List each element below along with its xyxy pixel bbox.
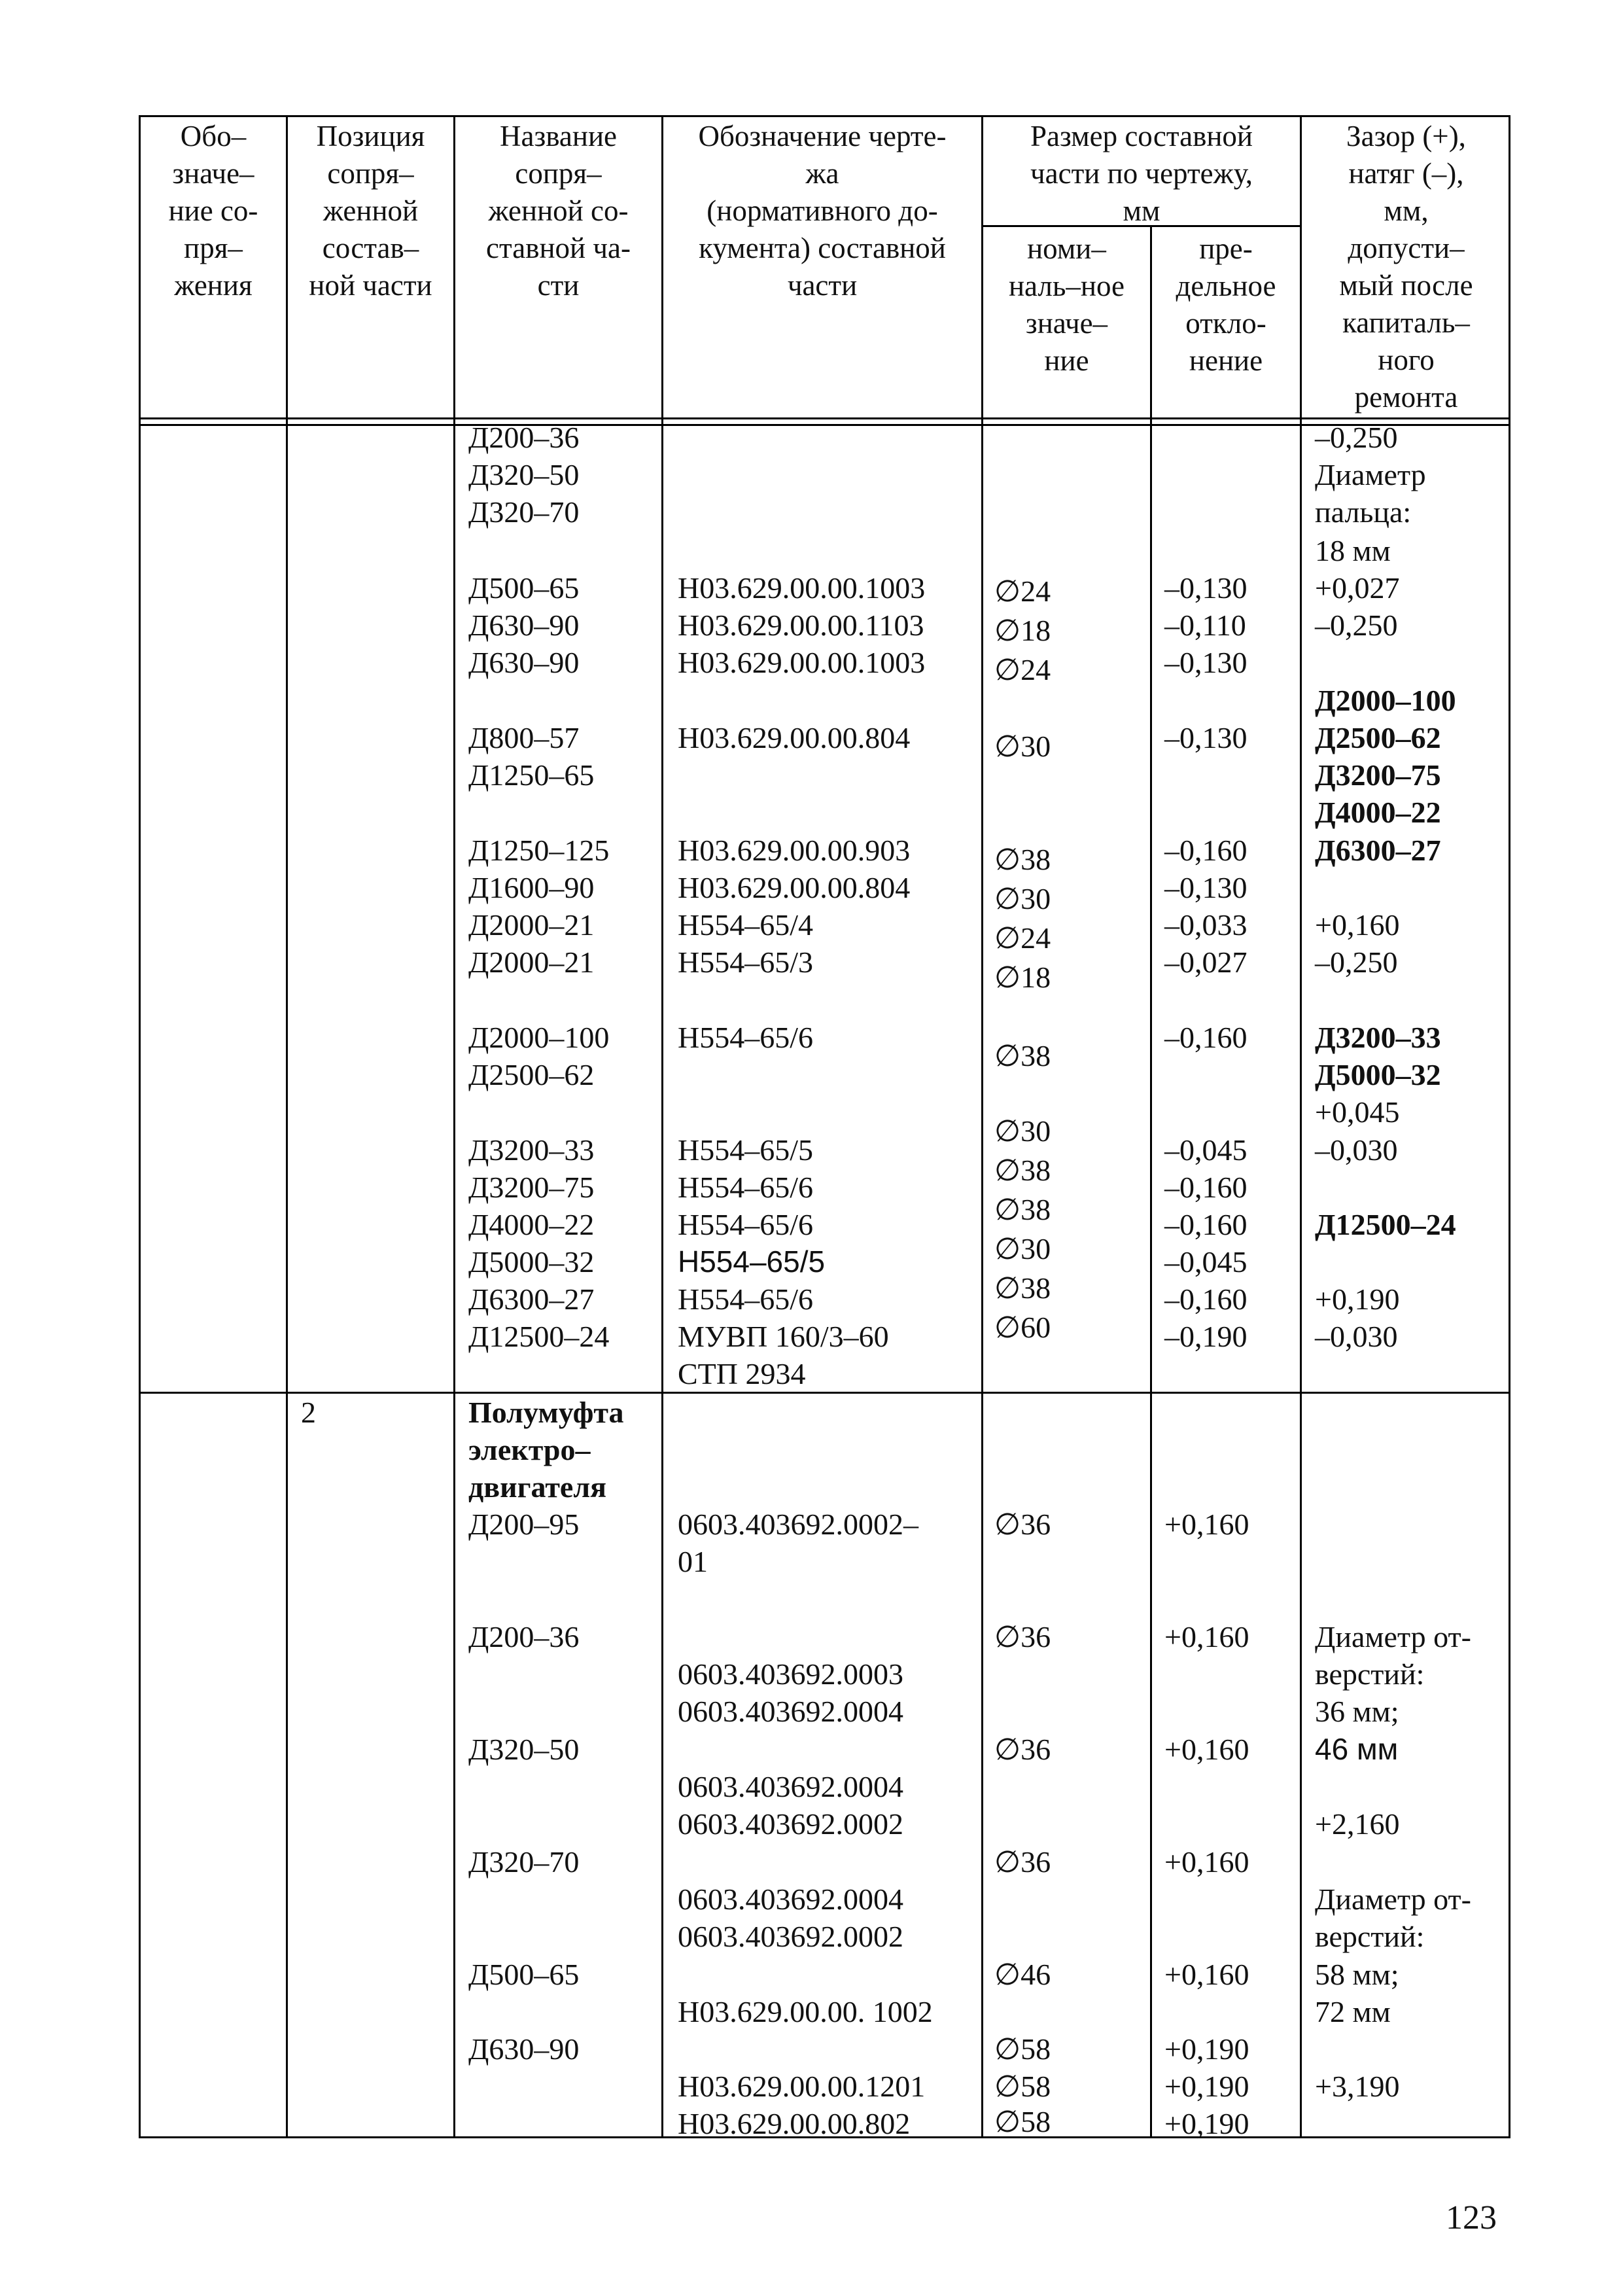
clearance-value: 72 мм: [1315, 1995, 1391, 2028]
drawing-designation: Н03.629.00.00.804: [678, 721, 911, 754]
clearance-group-label: Д2000–100: [1315, 684, 1456, 717]
part-name: Д1250–65: [468, 758, 595, 792]
clearance-value: –0,250: [1315, 421, 1398, 454]
part-name: Д800–57: [468, 721, 580, 754]
drawing-designation: Н03.629.00.00.802: [678, 2107, 911, 2140]
clearance-value: 46 мм: [1315, 1732, 1399, 1766]
limit-deviation: –0,190: [1164, 1320, 1248, 1353]
header-designation: Обо– значе– ние со- пря– жения: [168, 120, 258, 302]
drawing-designation: Н554–65/4: [678, 908, 813, 942]
limit-deviation: –0,160: [1164, 834, 1248, 867]
nominal-size: ∅36: [994, 1845, 1051, 1879]
clearance-value: 18 мм: [1315, 534, 1391, 567]
clearance-value: 36 мм;: [1315, 1695, 1399, 1728]
nominal-size: ∅24: [994, 574, 1051, 608]
clearance-value: –0,250: [1315, 945, 1398, 979]
limit-deviation: +0,160: [1164, 1733, 1249, 1766]
nominal-size: ∅38: [994, 1193, 1051, 1226]
limit-deviation: +0,190: [1164, 2070, 1249, 2103]
nominal-size: ∅36: [994, 1733, 1051, 1766]
part-name: Д500–65: [468, 1958, 580, 1991]
nominal-size: ∅46: [994, 1958, 1051, 1991]
nominal-size: ∅36: [994, 1508, 1051, 1541]
drawing-designation: 01: [678, 1545, 708, 1578]
nominal-size: ∅38: [994, 843, 1051, 876]
limit-deviation: +0,160: [1164, 1620, 1249, 1653]
drawing-designation: Н03.629.00.00. 1002: [678, 1995, 933, 2028]
header-bottom-rule: [139, 417, 1510, 419]
drawing-designation: Н03.629.00.00.1201: [678, 2070, 926, 2103]
header-nominal: номи– наль–ное значе– ние: [1008, 232, 1125, 377]
nominal-size: ∅30: [994, 730, 1051, 763]
header-deviation: пре- дельное откло- нение: [1176, 232, 1276, 377]
nominal-size: ∅30: [994, 1232, 1051, 1265]
drawing-designation: МУВП 160/3–60: [678, 1320, 889, 1353]
drawing-designation: 0603.403692.0004: [678, 1882, 903, 1916]
nominal-size: ∅36: [994, 1620, 1051, 1653]
clearance-value: Диаметр: [1315, 458, 1426, 491]
clearance-value: +2,160: [1315, 1807, 1400, 1841]
clearance-value: +0,190: [1315, 1282, 1400, 1316]
clearance-group-label: Д3200–33: [1315, 1021, 1441, 1054]
part-name: Д4000–22: [468, 1208, 595, 1241]
drawing-designation: Н554–65/6: [678, 1282, 813, 1316]
clearance-value: +0,027: [1315, 571, 1400, 605]
clearance-value: Диаметр от-: [1315, 1882, 1471, 1916]
part-name: Д3200–33: [468, 1133, 595, 1167]
limit-deviation: –0,033: [1164, 908, 1248, 942]
nominal-size: ∅38: [994, 1039, 1051, 1072]
header-drawing-designation: Обозначение черте- жа (нормативного до- кумента) составной части: [698, 120, 947, 302]
nominal-size: ∅58: [994, 2032, 1051, 2066]
part-name: Д1600–90: [468, 871, 595, 904]
clearance-value: Диаметр от-: [1315, 1620, 1471, 1653]
clearance-group-label: Д4000–22: [1315, 796, 1441, 829]
part-name: Д1250–125: [468, 834, 610, 867]
limit-deviation: –0,160: [1164, 1208, 1248, 1241]
clearance-value: +0,045: [1315, 1095, 1400, 1129]
nominal-size: ∅24: [994, 921, 1051, 955]
drawing-designation: Н03.629.00.00.1003: [678, 646, 926, 679]
nominal-size: ∅18: [994, 614, 1051, 647]
part-name: Д2500–62: [468, 1058, 595, 1091]
clearance-value: –0,030: [1315, 1320, 1398, 1353]
part-title: двигателя: [468, 1470, 607, 1504]
limit-deviation: +0,190: [1164, 2107, 1249, 2140]
part-name: Д2000–21: [468, 908, 595, 942]
part-name: Д200–36: [468, 421, 580, 454]
drawing-designation: Н03.629.00.00.1003: [678, 571, 926, 605]
drawing-designation: Н554–65/6: [678, 1171, 813, 1204]
limit-deviation: –0,130: [1164, 871, 1248, 904]
nominal-size: ∅38: [994, 1271, 1051, 1305]
drawing-designation: Н03.629.00.00.1103: [678, 609, 924, 642]
limit-deviation: +0,160: [1164, 1958, 1249, 1991]
nominal-size: ∅30: [994, 1114, 1051, 1148]
limit-deviation: –0,130: [1164, 571, 1248, 605]
limit-deviation: –0,045: [1164, 1133, 1248, 1167]
drawing-designation: 0603.403692.0003: [678, 1657, 903, 1691]
column-divider: [1150, 225, 1152, 2138]
limit-deviation: –0,045: [1164, 1245, 1248, 1279]
limit-deviation: –0,130: [1164, 721, 1248, 754]
part-name: Д12500–24: [468, 1320, 610, 1353]
part-name: Д320–50: [468, 1733, 580, 1766]
part-name: Д5000–32: [468, 1245, 595, 1279]
part-name: Д6300–27: [468, 1282, 595, 1316]
part-name: Д2000–100: [468, 1021, 610, 1054]
drawing-designation: 0603.403692.0002–: [678, 1508, 918, 1541]
nominal-size: ∅38: [994, 1154, 1051, 1187]
part-name: Д630–90: [468, 609, 580, 642]
part-name: Д320–70: [468, 495, 580, 529]
nominal-size: ∅18: [994, 961, 1051, 994]
clearance-value: верстий:: [1315, 1657, 1425, 1691]
clearance-group-label: Д3200–75: [1315, 758, 1441, 792]
part-name: Д3200–75: [468, 1171, 595, 1204]
drawing-designation: Н03.629.00.00.804: [678, 871, 911, 904]
drawing-designation: 0603.403692.0002: [678, 1807, 903, 1841]
header-position: Позиция сопря– женной состав– ной части: [309, 120, 432, 302]
limit-deviation: –0,110: [1164, 609, 1246, 642]
header-clearance: Зазор (+), натяг (–), мм, допусти– мый после капиталь– ного ремонта: [1339, 120, 1473, 414]
drawing-designation: Н554–65/3: [678, 945, 813, 979]
nominal-size: ∅30: [994, 882, 1051, 915]
limit-deviation: –0,160: [1164, 1282, 1248, 1316]
drawing-designation: Н554–65/6: [678, 1021, 813, 1054]
limit-deviation: –0,027: [1164, 945, 1248, 979]
part-title: электро–: [468, 1433, 591, 1466]
clearance-value: пальца:: [1315, 495, 1412, 529]
clearance-group-label: Д12500–24: [1315, 1208, 1456, 1241]
drawing-designation: Н554–65/5: [678, 1133, 813, 1167]
part-name: Д630–90: [468, 646, 580, 679]
section-divider: [139, 1392, 1510, 1394]
limit-deviation: +0,160: [1164, 1508, 1249, 1541]
clearance-value: +3,190: [1315, 2070, 1400, 2103]
limit-deviation: –0,130: [1164, 646, 1248, 679]
header-bottom-rule: [139, 424, 1510, 426]
nominal-size: ∅24: [994, 653, 1051, 686]
limit-deviation: +0,160: [1164, 1845, 1249, 1879]
clearance-value: верстий:: [1315, 1920, 1425, 1953]
nominal-size: ∅58: [994, 2105, 1051, 2138]
limit-deviation: –0,160: [1164, 1171, 1248, 1204]
header-part-name: Название сопря– женной со- ставной ча- сти: [486, 120, 631, 302]
limit-deviation: +0,190: [1164, 2032, 1249, 2066]
drawing-designation: 0603.403692.0004: [678, 1695, 903, 1728]
clearance-value: –0,250: [1315, 609, 1398, 642]
nominal-size: ∅58: [994, 2070, 1051, 2103]
clearance-group-label: Д6300–27: [1315, 834, 1441, 867]
drawing-designation: Н554–65/5: [678, 1245, 826, 1279]
part-name: Д320–70: [468, 1845, 580, 1879]
part-name: Д200–36: [468, 1620, 580, 1653]
clearance-group-label: Д2500–62: [1315, 721, 1441, 754]
part-name: Д630–90: [468, 2032, 580, 2066]
drawing-designation: СТП 2934: [678, 1357, 806, 1390]
header-size: Размер составной части по чертежу, мм: [1030, 120, 1253, 227]
drawing-designation: 0603.403692.0004: [678, 1770, 903, 1803]
page-number: 123: [1446, 2199, 1497, 2236]
part-name: Д320–50: [468, 458, 580, 491]
clearance-group-label: Д5000–32: [1315, 1058, 1441, 1091]
clearance-value: –0,030: [1315, 1133, 1398, 1167]
drawing-designation: 0603.403692.0002: [678, 1920, 903, 1953]
clearance-value: 58 мм;: [1315, 1958, 1399, 1991]
drawing-designation: Н03.629.00.00.903: [678, 834, 911, 867]
drawing-designation: Н554–65/6: [678, 1208, 813, 1241]
position-number: 2: [301, 1396, 316, 1429]
part-name: Д2000–21: [468, 945, 595, 979]
nominal-size: ∅60: [994, 1311, 1051, 1344]
part-name: Д200–95: [468, 1508, 580, 1541]
part-title: Полумуфта: [468, 1396, 624, 1429]
clearance-value: +0,160: [1315, 908, 1400, 942]
limit-deviation: –0,160: [1164, 1021, 1248, 1054]
part-name: Д500–65: [468, 571, 580, 605]
